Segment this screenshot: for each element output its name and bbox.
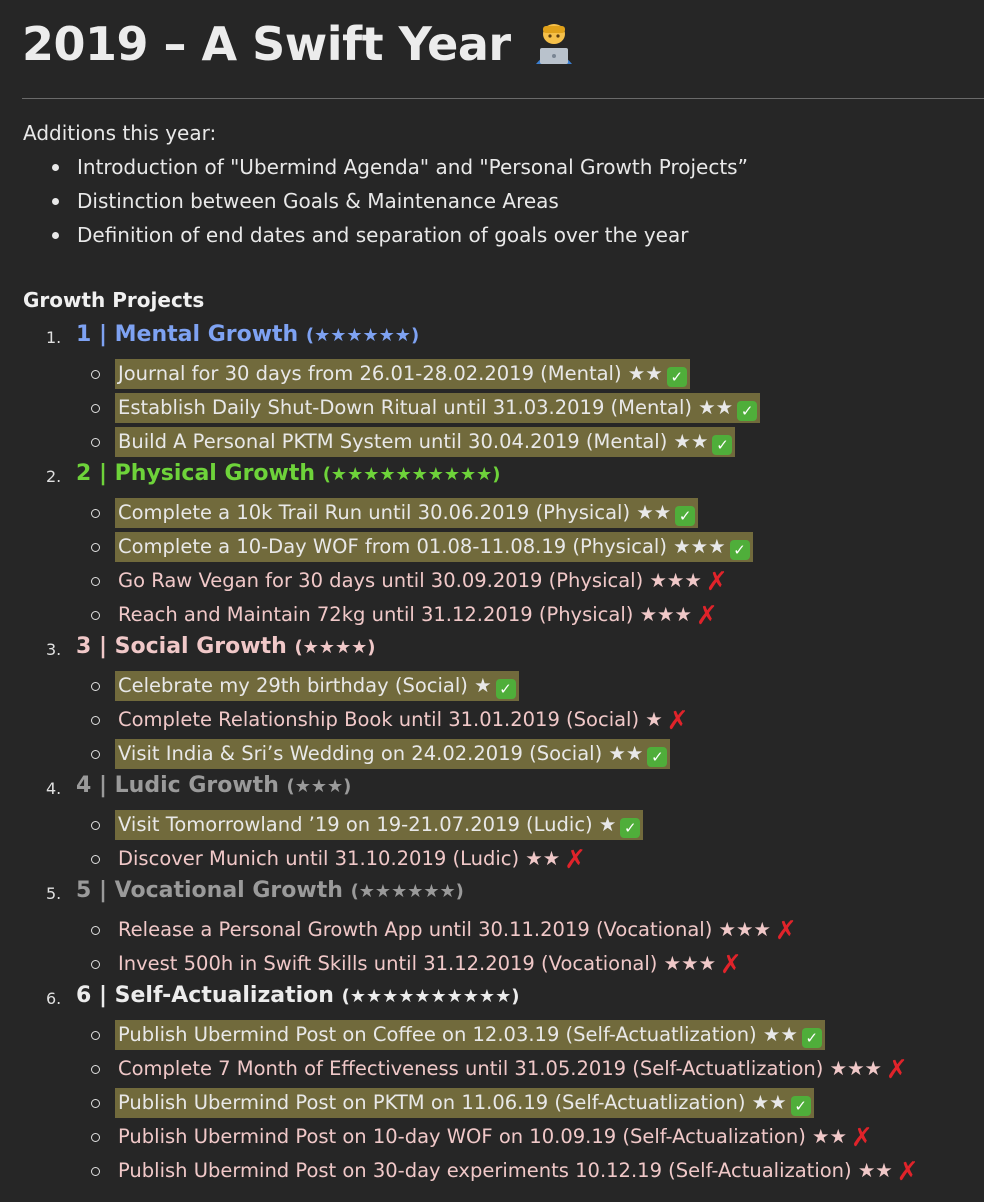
list-bullet bbox=[91, 543, 100, 552]
list-bullet bbox=[91, 960, 100, 969]
page-title-text: 2019 – A Swift Year bbox=[22, 17, 511, 71]
list-bullet bbox=[91, 1031, 100, 1040]
intro-bullet: Distinction between Goals & Maintenance Areas bbox=[50, 188, 748, 222]
project-title: 1 | Mental Growth bbox=[76, 322, 306, 347]
project-heading bbox=[76, 983, 519, 1008]
goal-text: Go Raw Vegan for 30 days until 30.09.2019 (Physical) ★★★ bbox=[118, 569, 702, 592]
project-number: 2. bbox=[46, 467, 62, 486]
check-mark-icon: ✓ bbox=[675, 506, 695, 526]
project-heading bbox=[76, 634, 375, 659]
project-heading bbox=[76, 878, 464, 903]
goal-item bbox=[115, 1122, 876, 1152]
cross-mark-icon: ✗ bbox=[720, 950, 742, 980]
goal-item bbox=[115, 566, 731, 596]
project-stars: (★★★★★★★★★★) bbox=[341, 986, 520, 1007]
intro-bullet-list bbox=[50, 154, 748, 256]
list-bullet bbox=[91, 682, 100, 691]
goal-text: Complete a 10k Trail Run until 30.06.2019 (Physical) ★★ bbox=[118, 501, 672, 524]
project-heading bbox=[76, 773, 351, 798]
check-mark-icon: ✓ bbox=[712, 435, 732, 455]
goal-item bbox=[115, 949, 745, 979]
goal-item bbox=[115, 810, 643, 840]
goal-text: Complete Relationship Book until 31.01.2019 (Social) ★ bbox=[118, 708, 663, 731]
goal-text: Celebrate my 29th birthday (Social) ★ bbox=[118, 674, 492, 697]
project-stars: (★★★★★★) bbox=[350, 881, 464, 902]
goal-text: Complete a 10-Day WOF from 01.08-11.08.19 (Physical) ★★★ bbox=[118, 535, 726, 558]
section-heading: Growth Projects bbox=[23, 288, 205, 312]
goal-text: Build A Personal PKTM System until 30.04.2019 (Mental) ★★ bbox=[118, 430, 709, 453]
list-bullet bbox=[91, 1065, 100, 1074]
cross-mark-icon: ✗ bbox=[886, 1055, 908, 1085]
list-bullet bbox=[91, 1099, 100, 1108]
list-bullet bbox=[91, 438, 100, 447]
project-title: 4 | Ludic Growth bbox=[76, 773, 287, 798]
project-stars: (★★★★★★★★★★) bbox=[322, 464, 501, 485]
list-bullet bbox=[91, 716, 100, 725]
technologist-icon bbox=[532, 20, 576, 66]
list-bullet bbox=[91, 821, 100, 830]
check-mark-icon: ✓ bbox=[496, 679, 516, 699]
goal-text: Publish Ubermind Post on PKTM on 11.06.19 (Self-Actuatlization) ★★ bbox=[118, 1091, 787, 1114]
list-bullet bbox=[91, 855, 100, 864]
list-bullet bbox=[91, 509, 100, 518]
project-number: 3. bbox=[46, 640, 62, 659]
cross-mark-icon: ✗ bbox=[666, 706, 689, 736]
goal-item bbox=[115, 705, 692, 735]
list-bullet bbox=[91, 577, 100, 586]
intro-heading: Additions this year: bbox=[23, 121, 217, 145]
goal-item bbox=[115, 844, 589, 874]
goal-text: Establish Daily Shut-Down Ritual until 31.03.2019 (Mental) ★★ bbox=[118, 396, 734, 419]
list-bullet bbox=[91, 404, 100, 413]
list-bullet bbox=[91, 1133, 100, 1142]
goal-text: Journal for 30 days from 26.01-28.02.2019 (Mental) ★★ bbox=[118, 362, 663, 385]
goal-item bbox=[115, 427, 735, 457]
cross-mark-icon: ✗ bbox=[705, 567, 728, 597]
cross-mark-icon: ✗ bbox=[774, 916, 797, 946]
goal-item bbox=[115, 915, 800, 945]
list-bullet bbox=[91, 370, 100, 379]
goal-text: Release a Personal Growth App until 30.11.2019 (Vocational) ★★★ bbox=[118, 918, 771, 941]
goal-item bbox=[115, 671, 519, 701]
check-mark-icon: ✓ bbox=[730, 540, 750, 560]
cross-mark-icon: ✗ bbox=[896, 1157, 919, 1187]
goal-item bbox=[115, 1088, 814, 1118]
project-number: 4. bbox=[46, 779, 62, 798]
goal-item bbox=[115, 1054, 911, 1084]
intro-bullet: Introduction of "Ubermind Agenda" and "Personal Growth Projects” bbox=[50, 154, 748, 188]
goal-text: Visit Tomorrowland ’19 on 19-21.07.2019 (Ludic) ★ bbox=[118, 813, 617, 836]
project-title: 3 | Social Growth bbox=[76, 634, 295, 659]
check-mark-icon: ✓ bbox=[620, 818, 640, 838]
title-divider bbox=[22, 98, 984, 99]
check-mark-icon: ✓ bbox=[647, 747, 667, 767]
intro-bullet: Definition of end dates and separation of goals over the year bbox=[50, 222, 748, 256]
goal-text: Visit India & Sri’s Wedding on 24.02.2019 (Social) ★★ bbox=[118, 742, 644, 765]
project-heading bbox=[76, 322, 419, 347]
goal-item bbox=[115, 1020, 825, 1050]
check-mark-icon: ✓ bbox=[791, 1096, 811, 1116]
project-stars: (★★★) bbox=[286, 776, 352, 797]
goal-text: Invest 500h in Swift Skills until 31.12.2019 (Vocational) ★★★ bbox=[118, 952, 717, 975]
goal-item bbox=[115, 498, 698, 528]
project-title: 2 | Physical Growth bbox=[76, 461, 323, 486]
goal-text: Reach and Maintain 72kg until 31.12.2019 (Physical) ★★★ bbox=[118, 603, 693, 626]
goal-text: Discover Munich until 31.10.2019 (Ludic) ★★ bbox=[118, 847, 561, 870]
cross-mark-icon: ✗ bbox=[850, 1123, 873, 1153]
goal-item bbox=[115, 600, 721, 630]
check-mark-icon: ✓ bbox=[737, 401, 757, 421]
project-stars: (★★★★★★) bbox=[305, 325, 420, 346]
goal-text: Publish Ubermind Post on 30-day experiments 10.12.19 (Self-Actualization) ★★ bbox=[118, 1159, 893, 1182]
goal-item bbox=[115, 739, 670, 769]
goal-item bbox=[115, 359, 690, 389]
project-title: 6 | Self-Actualization bbox=[76, 983, 342, 1008]
project-heading bbox=[76, 461, 501, 486]
goal-text: Publish Ubermind Post on 10-day WOF on 10.09.19 (Self-Actualization) ★★ bbox=[118, 1125, 847, 1148]
cross-mark-icon: ✗ bbox=[564, 845, 587, 875]
list-bullet bbox=[91, 926, 100, 935]
project-stars: (★★★★) bbox=[294, 637, 376, 658]
goal-item bbox=[115, 532, 753, 562]
goal-item bbox=[115, 1156, 922, 1186]
goal-item bbox=[115, 393, 760, 423]
project-number: 1. bbox=[46, 328, 62, 347]
project-title: 5 | Vocational Growth bbox=[76, 878, 351, 903]
project-number: 6. bbox=[46, 989, 62, 1008]
list-bullet bbox=[91, 1167, 100, 1176]
project-number: 5. bbox=[46, 884, 62, 903]
page-title bbox=[22, 14, 576, 74]
check-mark-icon: ✓ bbox=[667, 367, 687, 387]
goal-text: Publish Ubermind Post on Coffee on 12.03.19 (Self-Actuatlization) ★★ bbox=[118, 1023, 798, 1046]
check-mark-icon: ✓ bbox=[802, 1028, 822, 1048]
list-bullet bbox=[91, 611, 100, 620]
list-bullet bbox=[91, 750, 100, 759]
goal-text: Complete 7 Month of Effectiveness until 31.05.2019 (Self-Actuatlization) ★★★ bbox=[118, 1057, 883, 1080]
cross-mark-icon: ✗ bbox=[696, 601, 718, 631]
